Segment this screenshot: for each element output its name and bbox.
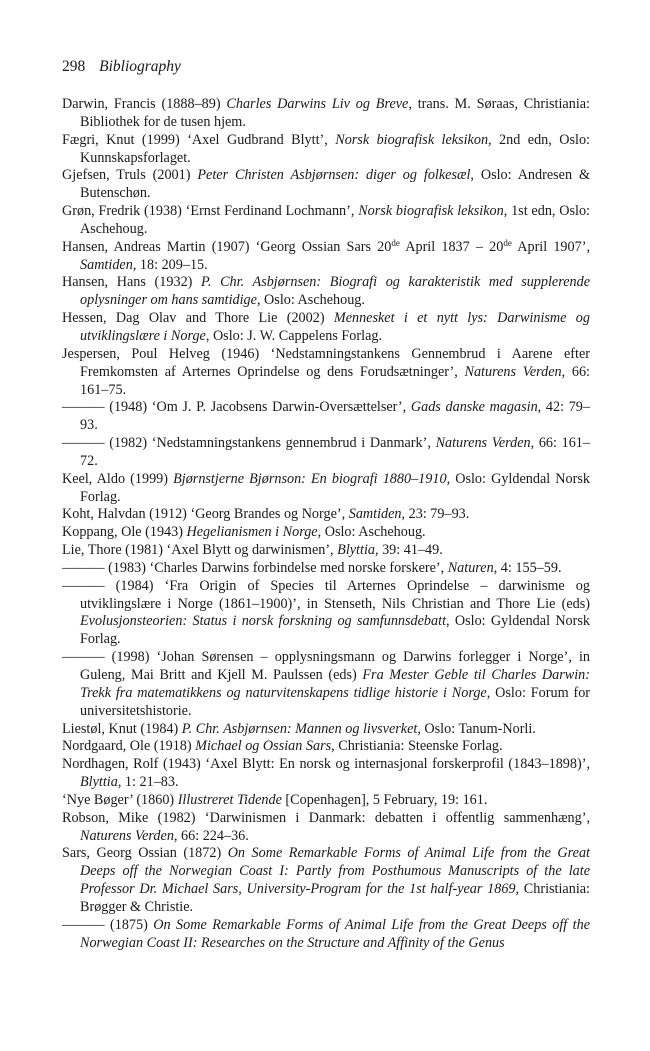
bibliography-entry xyxy=(62,274,590,310)
entry-text: Lie, Thore (1981) ‘Axel Blytt og darwinismen’, xyxy=(62,542,338,559)
entry-title-italic: Charles Darwins Liv og Breve xyxy=(226,96,409,112)
bibliography-entry xyxy=(62,917,590,953)
entry-text: , Oslo: Tanum-Norli. xyxy=(417,720,536,737)
entry-text: , Christiania: Brøgger & Christie. xyxy=(80,881,591,915)
entry-title-italic: Peter Christen Asbjørnsen: diger og folkesæl xyxy=(197,167,471,184)
entry-text: , 1st edn, Oslo: Aschehoug. xyxy=(80,203,591,237)
entry-text: Darwin, Francis (1888–89) xyxy=(62,96,227,112)
entry-title-italic: Fra Mester Geble til Charles Darwin: Trekk fra matematikkens og naturvitenskapens tidlige historie i Norge xyxy=(80,667,590,701)
bibliography-entry xyxy=(62,845,590,916)
entry-text: Nordhagen, Rolf (1943) ‘Axel Blytt: En norsk og internasjonal forskerprofil (1843–1898)’, xyxy=(62,756,590,773)
entry-text: Grøn, Fredrik (1938) ‘Ernst Ferdinand Lochmann’, xyxy=(62,203,359,220)
bibliography-entry xyxy=(62,435,590,471)
entry-text: Fægri, Knut (1999) ‘Axel Gudbrand Blytt’, xyxy=(62,131,336,148)
entry-title-italic: Hegelianismen i Norge xyxy=(186,524,318,541)
entry-text: ‘Nye Bøger’ (1860) xyxy=(62,791,178,808)
entry-title-italic: Naturens Verden xyxy=(80,827,174,844)
entry-text: , 42: 79–93. xyxy=(80,399,590,434)
entry-text: , Oslo: Andresen & Butenschøn. xyxy=(80,167,590,202)
bibliography-entry xyxy=(62,524,590,542)
entry-text: [Copenhagen], 5 February, 19: 161. xyxy=(281,791,488,808)
entry-superscript: de xyxy=(391,237,400,248)
entry-superscript: de xyxy=(503,237,512,248)
entry-text: ——— (1982) ‘Nedstamningstankens gennembrud i Danmark’, xyxy=(62,435,436,452)
entry-title-italic: Blyttia xyxy=(337,542,375,559)
bibliography-entry xyxy=(62,756,590,792)
entry-title-italic: P. Chr. Asbjørnsen: Biografi og karakteristik med supplerende oplysninger om hans samtidige xyxy=(80,274,591,309)
entry-title-italic: Evolusjonsteorien: Status i norsk forskning og samfunnsdebatt xyxy=(80,613,447,630)
entry-title-italic: Samtiden xyxy=(348,506,402,523)
entry-text: , 18: 209–15. xyxy=(132,256,208,273)
entry-text: April 1907’, xyxy=(511,238,590,255)
bibliography-entry xyxy=(62,506,590,524)
entry-text: ——— (1984) ‘Fra Origin of Species til Arternes Oprindelse – darwinisme og utviklingslære i Norge (1861–1900)’, in Stenseth, Nils Christian and Thore Lie (eds) xyxy=(62,577,590,612)
entry-text: , 66: 224–36. xyxy=(173,827,249,844)
entry-text: , 23: 79–93. xyxy=(401,506,470,523)
entry-text: , 1: 21–83. xyxy=(117,774,179,791)
entry-text: , 4: 155–59. xyxy=(493,559,562,576)
bibliography-entry xyxy=(62,203,590,239)
bibliography-entry xyxy=(62,346,590,400)
entry-text: , 2nd edn, Oslo: Kunnskapsforlaget. xyxy=(80,131,590,166)
bibliography-entry xyxy=(62,649,590,720)
bibliography-entry xyxy=(62,721,590,739)
running-title: Bibliography xyxy=(99,58,181,75)
entry-text: Robson, Mike (1982) ‘Darwinismen i Danmark: debatten i offentlig sammenhæng’, xyxy=(62,809,590,826)
entry-text: , Oslo: Aschehoug. xyxy=(256,292,365,309)
bibliography-entry xyxy=(62,96,590,132)
entry-text: Hansen, Andreas Martin (1907) ‘Georg Ossian Sars 20 xyxy=(62,238,392,255)
bibliography-entry xyxy=(62,310,590,346)
bibliography-entry xyxy=(62,132,590,168)
entry-text: ——— (1875) xyxy=(62,916,154,933)
entry-text: , 66: 161–75. xyxy=(80,363,590,398)
entry-text: , Oslo: Gyldendal Norsk Forlag. xyxy=(80,613,590,648)
entry-text: , 66: 161–72. xyxy=(80,435,590,469)
entry-title-italic: On Some Remarkable Forms of Animal Life from the Great Deeps off the Norwegian Coast I: Partly from Posthumous Manuscripts of the late Professor Dr. Michael Sars, University-Program for the 1st half-year 1869 xyxy=(80,845,590,898)
bibliography-entry xyxy=(62,399,590,435)
bibliography-list xyxy=(62,96,590,953)
entry-title-italic: Norsk biografisk leksikon xyxy=(335,131,489,148)
entry-text: , Oslo: Gyldendal Norsk Forlag. xyxy=(80,470,590,505)
entry-title-italic: Naturen xyxy=(447,559,494,576)
entry-text: ——— (1948) ‘Om J. P. Jacobsens Darwin-Oversættelser’, xyxy=(62,399,411,416)
running-header xyxy=(62,58,181,76)
entry-text: Koht, Halvdan (1912) ‘Georg Brandes og Norge’, xyxy=(62,506,349,523)
entry-title-italic: Illustreret Tidende xyxy=(177,791,282,808)
entry-text: ——— (1998) ‘Johan Sørensen – opplysningsmann og Darwins forlegger i Norge’, in Guleng, Mai Britt and Kjell M. Paulssen (eds) xyxy=(62,649,590,683)
bibliography-entry xyxy=(62,167,590,203)
entry-title-italic: Mennesket i et nytt lys: Darwinisme og utviklingslære i Norge xyxy=(80,310,590,344)
bibliography-entry xyxy=(62,792,590,810)
entry-title-italic: Gads danske magasin xyxy=(410,399,538,416)
entry-text: Hansen, Hans (1932) xyxy=(62,274,202,291)
entry-title-italic: Michael og Ossian Sars xyxy=(195,738,332,755)
entry-text: , Oslo: Forum for universitetshistorie. xyxy=(80,684,591,719)
entry-text: April 1837 – 20 xyxy=(399,238,504,255)
entry-text: Keel, Aldo (1999) xyxy=(62,470,174,487)
entry-title-italic: On Some Remarkable Forms of Animal Life from the Great Deeps off the Norwegian Coast II: Researches on the Structure and Affinity of the Genus xyxy=(80,916,591,951)
entry-title-italic: Naturens Verden xyxy=(435,435,531,452)
bibliography-entry xyxy=(62,738,590,756)
entry-title-italic: Samtiden xyxy=(80,256,133,273)
entry-title-italic: Bjørnstjerne Bjørnson: En biografi 1880–1910 xyxy=(173,470,447,487)
entry-text: ——— (1983) ‘Charles Darwins forbindelse med norske forskere’, xyxy=(62,559,448,576)
entry-title-italic: Norsk biografisk leksikon xyxy=(358,203,504,220)
bibliography-entry xyxy=(62,542,590,560)
entry-text: Gjefsen, Truls (2001) xyxy=(62,167,198,184)
bibliography-entry xyxy=(62,560,590,578)
entry-text: Nordgaard, Ole (1918) xyxy=(62,738,196,755)
entry-text: , Oslo: Aschehoug. xyxy=(317,524,426,541)
entry-text: , Oslo: J. W. Cappelens Forlag. xyxy=(205,327,383,344)
entry-text: , trans. M. Søraas, Christiania: Bibliothek for de tusen hjem. xyxy=(80,96,590,130)
entry-text: , 39: 41–49. xyxy=(374,542,443,559)
bibliography-entry xyxy=(62,578,590,649)
entry-text: Liestøl, Knut (1984) xyxy=(62,720,182,737)
entry-text: , Christiania: Steenske Forlag. xyxy=(331,738,503,755)
entry-title-italic: P. Chr. Asbjørnsen: Mannen og livsverket xyxy=(181,720,418,737)
entry-text: Sars, Georg Ossian (1872) xyxy=(62,845,228,862)
bibliography-entry xyxy=(62,239,590,275)
entry-title-italic: Blyttia xyxy=(80,774,118,791)
entry-text: Jespersen, Poul Helveg (1946) ‘Nedstamningstankens Gennembrud i Aarene efter Fremkomsten af Arternes Oprindelse og dens Forudsætninger’, xyxy=(62,345,590,380)
entry-text: Hessen, Dag Olav and Thore Lie (2002) xyxy=(62,310,334,327)
page-number: 298 xyxy=(62,58,86,75)
entry-title-italic: Naturens Verden xyxy=(464,363,562,380)
bibliography-entry xyxy=(62,810,590,846)
entry-text: Koppang, Ole (1943) xyxy=(62,524,187,541)
bibliography-entry xyxy=(62,471,590,507)
